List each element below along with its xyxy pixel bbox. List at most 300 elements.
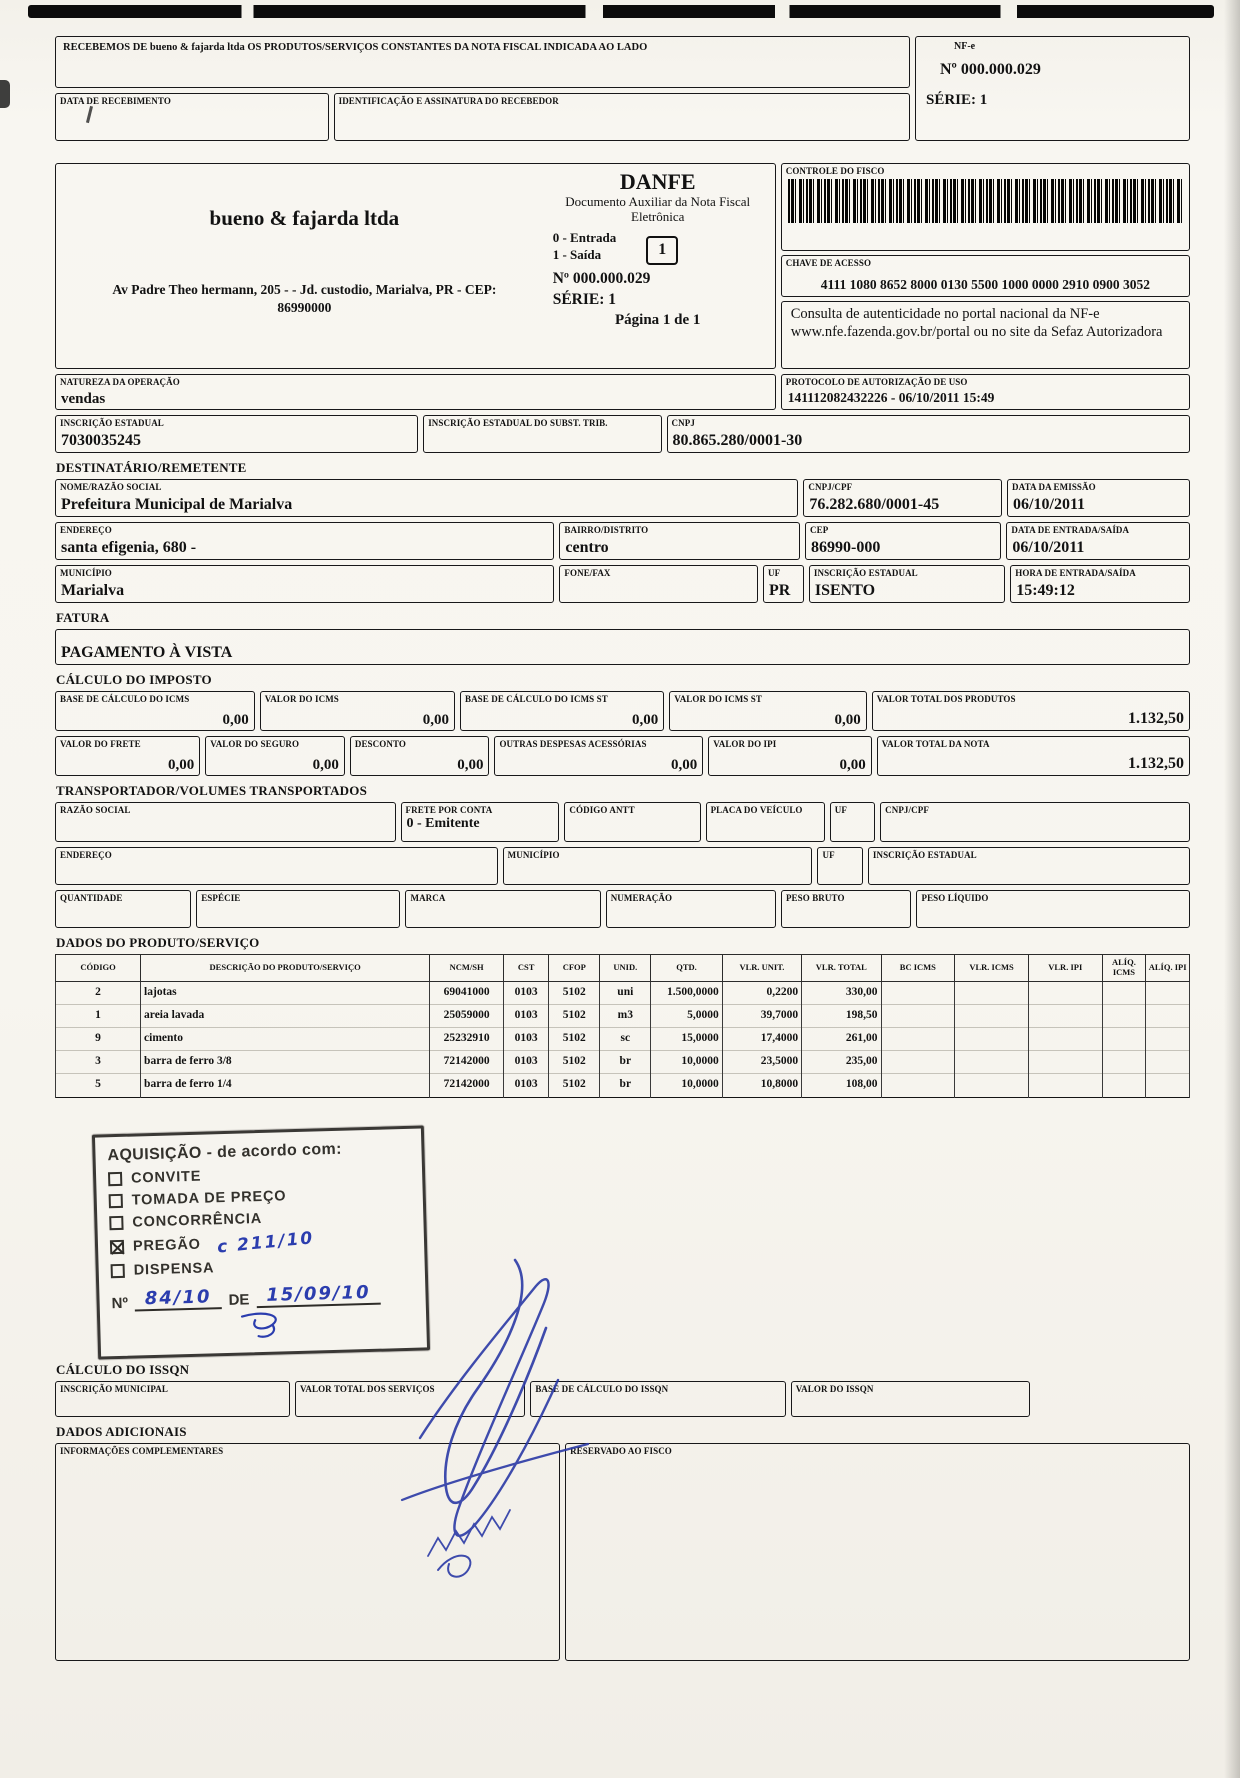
- product-row: [56, 981, 1190, 1004]
- product-cell: 10,8000: [722, 1074, 801, 1097]
- barcode: [788, 179, 1183, 223]
- ipi-box: [708, 736, 871, 776]
- danfe-block: [553, 164, 775, 368]
- cnpj-value: 80.865.280/0001-30: [672, 432, 803, 450]
- product-cell: 108,00: [802, 1074, 881, 1097]
- ipi-label: VALOR DO IPI: [713, 739, 777, 749]
- cep-label: CEP: [810, 525, 829, 535]
- operation-nature-label: NATUREZA DA OPERAÇÃO: [60, 377, 180, 387]
- danfe-subtitle: Documento Auxiliar da Nota Fiscal Eletrônica: [565, 194, 751, 224]
- freight-by-label: FRETE POR CONTA: [405, 805, 493, 815]
- district-box: [559, 522, 800, 560]
- recipient-address-label: ENDEREÇO: [60, 525, 112, 535]
- scan-artifact-left-mark: [0, 80, 10, 108]
- stamp-title: AQUISIÇÃO - de acordo com:: [107, 1140, 343, 1164]
- stamp-option-label: DISPENSA: [133, 1259, 215, 1279]
- stamp-option-label: PREGÃO: [132, 1236, 201, 1255]
- emission-date-value: 06/10/2011: [1013, 496, 1086, 514]
- product-cell: [1146, 981, 1190, 1004]
- plate-box: [706, 802, 825, 842]
- carrier-uf-box: [830, 802, 875, 842]
- net-weight-box: [916, 890, 1190, 928]
- entry-date-value: 06/10/2011: [1012, 539, 1085, 557]
- recipient-row-1: [55, 479, 1190, 517]
- stamp-option-label: CONVITE: [130, 1168, 202, 1187]
- services-total-label: VALOR TOTAL DOS SERVIÇOS: [299, 1383, 435, 1394]
- invoice-section-title: FATURA: [56, 610, 110, 625]
- gross-weight-label: PESO BRUTO: [785, 893, 845, 903]
- species-box: [196, 890, 400, 928]
- product-cell: [1102, 1027, 1146, 1050]
- carrier-address-box: [55, 847, 498, 885]
- species-label: ESPÉCIE: [201, 893, 241, 903]
- product-cell: 0103: [503, 1074, 548, 1097]
- protocol-box: [781, 374, 1190, 410]
- icms-st-value-value: 0,00: [834, 711, 861, 728]
- scan-artifact-top-strip: [28, 5, 1214, 18]
- product-col-header: UNID.: [600, 955, 651, 982]
- icms-base-box: [55, 691, 255, 731]
- tax-section-title: CÁLCULO DO IMPOSTO: [56, 672, 212, 687]
- carrier-cnpj-label: CNPJ/CPF: [885, 805, 929, 815]
- uf-value: PR: [769, 582, 791, 600]
- product-cell: lajotas: [141, 981, 430, 1004]
- issqn-value-box: [791, 1381, 1030, 1417]
- insurance-box: [205, 736, 345, 776]
- freight-label: VALOR DO FRETE: [60, 739, 141, 749]
- subst-registration-value: [424, 450, 660, 452]
- recipient-ie-value: ISENTO: [814, 582, 876, 600]
- cnpj-label: CNPJ: [671, 418, 695, 428]
- receipt-date-label: DATA DE RECEBIMENTO: [60, 96, 171, 106]
- danfe-entry-option: 0 - Entrada: [552, 229, 617, 245]
- city-value: Marialva: [61, 582, 125, 600]
- access-key-label: CHAVE DE ACESSO: [785, 258, 872, 268]
- recipient-row-3: [55, 565, 1190, 603]
- product-cell: 10,0000: [651, 1051, 722, 1074]
- product-cell: barra de ferro 3/8: [141, 1051, 430, 1074]
- other-expenses-label: OUTRAS DESPESAS ACESSÓRIAS: [499, 739, 647, 749]
- state-registration-value: 7030035245: [61, 432, 141, 450]
- emitter-danfe-box: [55, 163, 776, 369]
- stamp-date-handwritten: 15/09/10: [256, 1283, 381, 1307]
- icms-st-value-box: [669, 691, 866, 731]
- recipient-name-label: NOME/RAZÃO SOCIAL: [60, 482, 162, 492]
- icms-st-base-value: 0,00: [632, 711, 659, 728]
- emitter-name: bueno & fajarda ltda: [209, 206, 400, 230]
- product-cell: 10,0000: [651, 1074, 722, 1097]
- gross-weight-box: [781, 890, 912, 928]
- registration-row: [55, 415, 1190, 453]
- carrier-uf2-label: UF: [822, 850, 835, 860]
- brand-label: MARCA: [410, 893, 446, 903]
- invoice-row: [55, 629, 1190, 665]
- carrier-uf-label: UF: [834, 805, 847, 815]
- product-cell: [1028, 1027, 1102, 1050]
- operation-row: [55, 374, 1190, 410]
- other-expenses-box: [494, 736, 703, 776]
- emitter-block: [56, 164, 553, 368]
- product-col-header: VLR. UNIT.: [722, 955, 801, 982]
- danfe-io-options: [553, 229, 617, 264]
- product-cell: [1146, 1051, 1190, 1074]
- product-cell: 5102: [549, 981, 600, 1004]
- product-cell: 1: [56, 1004, 141, 1027]
- insurance-label: VALOR DO SEGURO: [210, 739, 300, 749]
- brand-box: [405, 890, 600, 928]
- receipt-sub-row: [55, 93, 910, 141]
- receipt-stub-section: [55, 36, 1190, 141]
- stamp-number-handwritten: 84/10: [135, 1288, 222, 1311]
- discount-label: DESCONTO: [354, 739, 407, 749]
- state-registration-label: INSCRIÇÃO ESTADUAL: [60, 418, 164, 428]
- issqn-section-title: CÁLCULO DO ISSQN: [56, 1361, 190, 1377]
- product-cell: [1146, 1027, 1190, 1050]
- products-section-title: DADOS DO PRODUTO/SERVIÇO: [56, 935, 260, 950]
- stamp-option-label: CONCORRÊNCIA: [132, 1210, 263, 1231]
- uf-label: UF: [768, 568, 781, 578]
- issqn-base-box: [530, 1381, 785, 1417]
- authenticity-box: [781, 301, 1190, 369]
- product-cell: [1028, 1004, 1102, 1027]
- fisco-column: [781, 163, 1190, 369]
- operation-nature-value: vendas: [61, 390, 106, 407]
- freight-by-box: [401, 802, 560, 842]
- stamp-option-label: TOMADA DE PREÇO: [131, 1187, 287, 1209]
- icms-value-label: VALOR DO ICMS: [264, 694, 339, 704]
- note-total-label: VALOR TOTAL DA NOTA: [881, 739, 990, 749]
- cep-box: [805, 522, 1001, 560]
- product-cell: [955, 1051, 1029, 1074]
- receipt-signature-box: [334, 93, 910, 141]
- product-cell: 23,5000: [722, 1051, 801, 1074]
- phone-value: [560, 600, 757, 602]
- nfe-number: Nº 000.000.029: [940, 61, 1041, 78]
- cep-value: 86990-000: [811, 539, 881, 557]
- city-label: MUNICÍPIO: [60, 568, 112, 578]
- product-cell: [881, 1004, 955, 1027]
- product-cell: 235,00: [802, 1051, 881, 1074]
- emission-date-label: DATA DA EMISSÃO: [1012, 482, 1096, 492]
- products-total-box: [872, 691, 1190, 731]
- product-col-header: VLR. ICMS: [955, 955, 1029, 982]
- products-table: [55, 954, 1190, 1098]
- product-col-header: NCM/SH: [430, 955, 504, 982]
- carrier-name-box: [55, 802, 396, 842]
- stamp-checkbox: [108, 1171, 122, 1185]
- product-cell: 0103: [503, 1051, 548, 1074]
- stamp-checkbox: [109, 1193, 123, 1207]
- product-cell: [1102, 1051, 1146, 1074]
- issqn-value-label: VALOR DO ISSQN: [795, 1383, 874, 1394]
- product-col-header: QTD.: [651, 955, 722, 982]
- product-cell: [1146, 1004, 1190, 1027]
- protocol-value: 141112082432226 - 06/10/2011 15:49: [787, 390, 995, 405]
- complementary-info-box: [55, 1443, 560, 1661]
- icms-base-label: BASE DE CÁLCULO DO ICMS: [60, 694, 190, 704]
- product-cell: 5102: [549, 1027, 600, 1050]
- product-row: [56, 1051, 1190, 1074]
- city-box: [55, 565, 554, 603]
- carrier-ie-box: [868, 847, 1190, 885]
- uf-box: [763, 565, 804, 603]
- icms-value-value: 0,00: [422, 711, 449, 728]
- product-cell: areia lavada: [141, 1004, 430, 1027]
- nfe-label: NF-e: [954, 41, 976, 52]
- danfe-series: SÉRIE: 1: [552, 290, 617, 308]
- recipient-ie-label: INSCRIÇÃO ESTADUAL: [813, 568, 918, 578]
- other-expenses-value: 0,00: [671, 756, 698, 773]
- stamp-option-convite: [108, 1162, 410, 1186]
- emitter-address: Av Padre Theo hermann, 205 - - Jd. custodio, Marialva, PR - CEP: 86990000: [112, 282, 497, 315]
- quantity-box: [55, 890, 191, 928]
- product-cell: [1102, 1004, 1146, 1027]
- access-key-box: [781, 255, 1190, 297]
- payment-value: PAGAMENTO À VISTA: [61, 644, 233, 662]
- carrier-row-1: [55, 802, 1190, 842]
- product-cell: uni: [600, 981, 651, 1004]
- carrier-row-3: [55, 890, 1190, 928]
- net-weight-label: PESO LÍQUIDO: [921, 893, 989, 903]
- issqn-row: [55, 1381, 1190, 1417]
- product-cell: [1102, 981, 1146, 1004]
- stamp-option-pregao: [110, 1228, 412, 1256]
- subst-registration-label: INSCRIÇÃO ESTADUAL DO SUBST. TRIB.: [428, 418, 608, 428]
- product-cell: [955, 1004, 1029, 1027]
- entry-time-label: HORA DE ENTRADA/SAÍDA: [1015, 568, 1136, 578]
- reserved-fisco-box: [565, 1443, 1190, 1661]
- recipient-address-value: santa efigenia, 680 -: [61, 539, 197, 557]
- product-col-header: BC ICMS: [881, 955, 955, 982]
- product-cell: [881, 1074, 955, 1097]
- district-label: BAIRRO/DISTRITO: [564, 525, 649, 535]
- product-row: [56, 1074, 1190, 1097]
- recipient-ie-box: [809, 565, 1005, 603]
- stamp-number-line: [111, 1282, 413, 1311]
- stamp-handwritten-note: c 211/10: [215, 1227, 315, 1258]
- danfe-title: DANFE: [619, 169, 696, 194]
- product-cell: 72142000: [430, 1074, 504, 1097]
- receipt-nfe-box: [915, 36, 1190, 141]
- product-col-header: ALÍQ. IPI: [1146, 955, 1190, 982]
- stamp-option-tomada: [109, 1184, 411, 1208]
- product-cell: 5102: [549, 1051, 600, 1074]
- product-cell: 330,00: [802, 981, 881, 1004]
- product-col-header: VLR. IPI: [1028, 955, 1102, 982]
- stamp-de-label: DE: [228, 1290, 250, 1309]
- entry-time-value: 15:49:12: [1016, 582, 1075, 600]
- product-cell: [955, 981, 1029, 1004]
- tax-row-1: [55, 691, 1190, 731]
- carrier-address-label: ENDEREÇO: [60, 850, 112, 860]
- stamp-number-prefix: Nº: [111, 1294, 129, 1312]
- product-cell: 3: [56, 1051, 141, 1074]
- recipient-row-2: [55, 522, 1190, 560]
- product-cell: 0103: [503, 1027, 548, 1050]
- product-cell: 69041000: [430, 981, 504, 1004]
- product-row: [56, 1027, 1190, 1050]
- product-col-header: CST: [503, 955, 548, 982]
- entry-date-box: [1006, 522, 1190, 560]
- note-total-box: [877, 736, 1190, 776]
- fisco-control-box: [781, 163, 1190, 251]
- district-value: centro: [565, 539, 609, 557]
- recipient-cnpj-value: 76.282.680/0001-45: [809, 496, 940, 514]
- product-cell: 5: [56, 1074, 141, 1097]
- receipt-signature-label: IDENTIFICAÇÃO E ASSINATURA DO RECEBEDOR: [338, 96, 559, 106]
- stamp-checkbox: [111, 1263, 125, 1277]
- freight-box: [55, 736, 200, 776]
- product-col-header: CFOP: [549, 955, 600, 982]
- product-cell: [1028, 1074, 1102, 1097]
- product-cell: [1028, 981, 1102, 1004]
- carrier-uf2-box: [817, 847, 862, 885]
- product-cell: br: [600, 1051, 651, 1074]
- carrier-section-title: TRANSPORTADOR/VOLUMES TRANSPORTADOS: [56, 783, 368, 798]
- tax-row-2: [55, 736, 1190, 776]
- discount-value: 0,00: [457, 756, 484, 773]
- product-col-header: ALÍQ. ICMS: [1102, 955, 1146, 982]
- freight-value: 0,00: [168, 756, 195, 773]
- product-cell: 15,0000: [651, 1027, 722, 1050]
- danfe-io-block: [553, 228, 763, 265]
- emission-date-box: [1007, 479, 1190, 517]
- phone-label: FONE/FAX: [564, 568, 611, 578]
- product-cell: 5,0000: [651, 1004, 722, 1027]
- products-table-head: [56, 955, 1190, 982]
- danfe-page: Página 1 de 1: [615, 311, 701, 328]
- product-cell: [881, 981, 955, 1004]
- recipient-name-value: Prefeitura Municipal de Marialva: [61, 496, 293, 514]
- operation-nature-box: [55, 374, 776, 410]
- receipt-statement-box: [55, 36, 910, 88]
- acquisition-stamp: [92, 1125, 430, 1359]
- icms-value-box: [260, 691, 455, 731]
- product-cell: 72142000: [430, 1051, 504, 1074]
- stamp-checkbox: [110, 1239, 124, 1253]
- product-cell: cimento: [141, 1027, 430, 1050]
- main-header-section: [55, 163, 1190, 369]
- access-key-value: 4111 1080 8652 8000 0130 5500 1000 0000 2910 0900 3052: [820, 277, 1150, 292]
- product-cell: [1028, 1051, 1102, 1074]
- product-col-header: CÓDIGO: [56, 955, 141, 982]
- complementary-info-label: INFORMAÇÕES COMPLEMENTARES: [60, 1445, 224, 1456]
- danfe-exit-option: 1 - Saída: [552, 247, 602, 263]
- product-cell: 261,00: [802, 1027, 881, 1050]
- product-cell: 25232910: [430, 1027, 504, 1050]
- phone-box: [559, 565, 758, 603]
- product-cell: 0103: [503, 1004, 548, 1027]
- icms-st-value-label: VALOR DO ICMS ST: [674, 694, 762, 704]
- recipient-name-box: [55, 479, 798, 517]
- municipal-registration-box: [55, 1381, 290, 1417]
- entry-date-label: DATA DE ENTRADA/SAÍDA: [1011, 525, 1130, 535]
- numbering-box: [606, 890, 776, 928]
- product-cell: 5102: [549, 1004, 600, 1027]
- product-cell: sc: [600, 1027, 651, 1050]
- product-cell: [955, 1074, 1029, 1097]
- carrier-city-label: MUNICÍPIO: [507, 850, 560, 860]
- stamp-option-dispensa: [111, 1254, 413, 1278]
- ipi-value: 0,00: [839, 756, 866, 773]
- issqn-base-label: BASE DE CÁLCULO DO ISSQN: [535, 1383, 669, 1394]
- entry-time-box: [1010, 565, 1190, 603]
- carrier-row-2: [55, 847, 1190, 885]
- product-col-header: DESCRIÇÃO DO PRODUTO/SERVIÇO: [141, 955, 430, 982]
- carrier-ie-label: INSCRIÇÃO ESTADUAL: [872, 850, 977, 860]
- product-cell: 198,50: [802, 1004, 881, 1027]
- product-cell: 5102: [549, 1074, 600, 1097]
- product-cell: m3: [600, 1004, 651, 1027]
- product-cell: [881, 1051, 955, 1074]
- danfe-number: Nº 000.000.029: [552, 269, 651, 287]
- additional-section-title: DADOS ADICIONAIS: [56, 1423, 187, 1439]
- product-cell: [1146, 1074, 1190, 1097]
- numbering-label: NUMERAÇÃO: [610, 893, 673, 903]
- product-row: [56, 1004, 1190, 1027]
- state-registration-box: [55, 415, 418, 453]
- product-cell: [881, 1027, 955, 1050]
- authenticity-text: Consulta de autenticidade no portal nacional da NF-e www.nfe.fazenda.gov.br/portal ou no site da Sefaz Autorizadora: [790, 306, 1163, 341]
- products-header-row: [56, 955, 1190, 982]
- services-total-box: [295, 1381, 525, 1417]
- stamp-checkbox: [109, 1215, 123, 1229]
- danfe-type-box: 1: [646, 236, 678, 265]
- antt-box: [564, 802, 700, 842]
- product-cell: br: [600, 1074, 651, 1097]
- recipient-cnpj-box: [803, 479, 1002, 517]
- product-cell: barra de ferro 1/4: [141, 1074, 430, 1097]
- product-col-header: VLR. TOTAL: [802, 955, 881, 982]
- product-cell: 17,4000: [722, 1027, 801, 1050]
- product-cell: 9: [56, 1027, 141, 1050]
- carrier-name-label: RAZÃO SOCIAL: [60, 805, 131, 815]
- freight-by-value: 0 - Emitente: [406, 816, 480, 832]
- document-body: [55, 36, 1190, 1661]
- stamp-ink-squiggle: [228, 1309, 299, 1341]
- nfe-series: SÉRIE: 1: [926, 92, 988, 108]
- receipt-statement-text: RECEBEMOS DE bueno & fajarda ltda OS PRODUTOS/SERVIÇOS CONSTANTES DA NOTA FISCAL INDICADA AO LADO: [63, 42, 648, 53]
- municipal-registration-label: INSCRIÇÃO MUNICIPAL: [60, 1383, 168, 1394]
- additional-row: [55, 1443, 1190, 1661]
- plate-label: PLACA DO VEÍCULO: [710, 805, 803, 815]
- cnpj-box: [667, 415, 1190, 453]
- carrier-cnpj-box: [880, 802, 1190, 842]
- quantity-label: QUANTIDADE: [60, 893, 123, 903]
- insurance-value: 0,00: [312, 756, 339, 773]
- product-cell: 0,2200: [722, 981, 801, 1004]
- icms-st-base-box: [460, 691, 664, 731]
- fisco-control-label: CONTROLE DO FISCO: [785, 166, 885, 176]
- products-total-label: VALOR TOTAL DOS PRODUTOS: [876, 694, 1016, 704]
- product-cell: [1102, 1074, 1146, 1097]
- icms-st-base-label: BASE DE CÁLCULO DO ICMS ST: [464, 694, 608, 704]
- payment-box: [55, 629, 1190, 665]
- receipt-date-box: [55, 93, 329, 141]
- product-cell: 39,7000: [722, 1004, 801, 1027]
- antt-label: CÓDIGO ANTT: [569, 805, 635, 815]
- product-cell: [955, 1027, 1029, 1050]
- icms-base-value: 0,00: [222, 711, 249, 728]
- product-cell: 0103: [503, 981, 548, 1004]
- reserved-fisco-label: RESERVADO AO FISCO: [570, 1445, 672, 1456]
- product-cell: 2: [56, 981, 141, 1004]
- recipient-address-box: [55, 522, 554, 560]
- recipient-section-title: DESTINATÁRIO/REMETENTE: [56, 460, 247, 475]
- products-total-value: 1.132,50: [1128, 710, 1184, 728]
- stamp-option-concorrencia: [109, 1206, 411, 1230]
- protocol-label: PROTOCOLO DE AUTORIZAÇÃO DE USO: [785, 377, 968, 387]
